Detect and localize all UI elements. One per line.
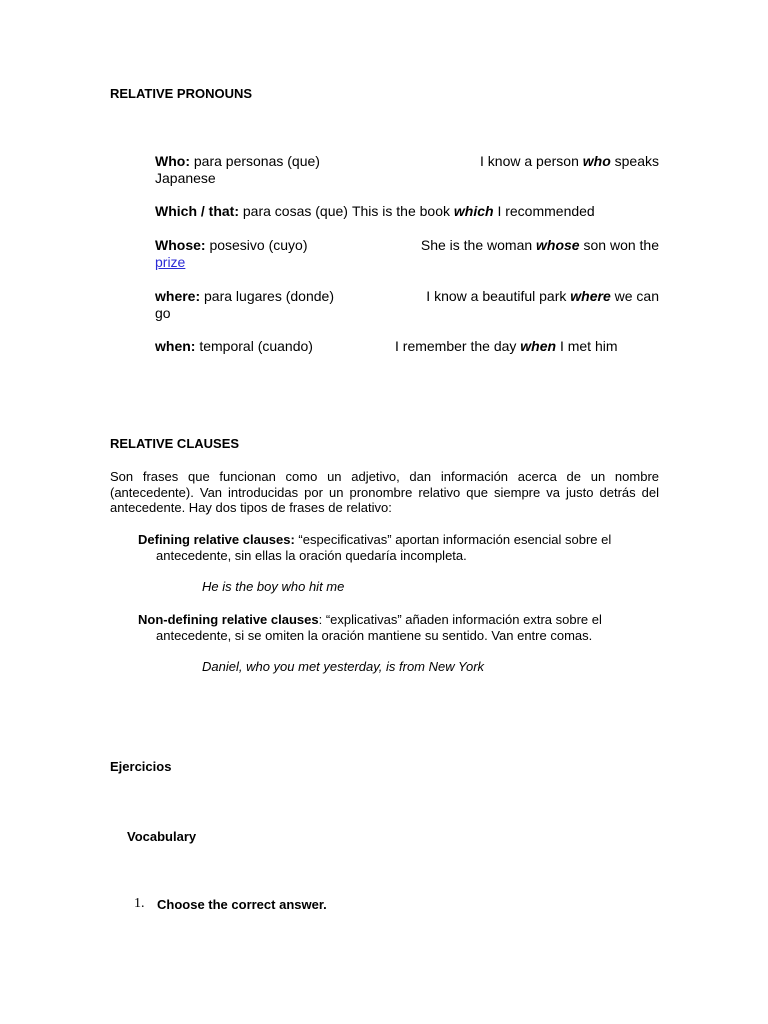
- prize-link[interactable]: prize: [155, 254, 186, 270]
- pronoun-wrap: go: [155, 305, 171, 321]
- pronoun-term: Whose:: [155, 237, 206, 253]
- pronoun-which: [155, 203, 659, 220]
- pronoun-desc: posesivo (cuyo): [209, 237, 308, 253]
- intro-paragraph: Son frases que funcionan como un adjetivo, dan información acerca de un nombre (antecedente). Van introducidas por un pronombre relativo que siempre va justo detrás del antecedente. Hay dos tipos de frases de relativo:: [110, 469, 659, 515]
- example-keyword: where: [570, 288, 611, 304]
- pronoun-term: Which / that:: [155, 203, 239, 219]
- defining-clauses: [138, 532, 659, 563]
- section-title-clauses: RELATIVE CLAUSES: [110, 436, 240, 451]
- example-keyword: which: [453, 203, 494, 219]
- pronoun-desc: temporal (cuando): [199, 338, 313, 354]
- example-keyword: whose: [536, 237, 580, 253]
- defining-example: He is the boy who hit me: [202, 579, 345, 594]
- exercise-number: 1.: [134, 896, 145, 911]
- ejercicios-heading: Ejercicios: [110, 759, 172, 774]
- pronoun-example: [352, 203, 595, 220]
- section-title-pronouns: RELATIVE PRONOUNS: [110, 86, 253, 101]
- example-text: I remember the day: [395, 338, 521, 354]
- nondefining-clauses: [138, 612, 659, 643]
- vocabulary-heading: Vocabulary: [127, 829, 197, 844]
- pronoun-desc: para cosas (que): [242, 203, 348, 219]
- example-text: I know a person: [480, 153, 583, 169]
- example-text: This is the book: [351, 203, 454, 219]
- pronoun-desc: para personas (que): [193, 153, 320, 169]
- example-text: I recommended: [493, 203, 595, 219]
- example-text: She is the woman: [420, 237, 537, 253]
- pronoun-term: where:: [155, 288, 201, 304]
- pronoun-wrap: Japanese: [155, 170, 216, 186]
- example-text: speaks: [610, 153, 659, 169]
- pronoun-example: [421, 237, 659, 254]
- pronoun-term: when:: [155, 338, 196, 354]
- defining-line2: antecedente, sin ellas la oración quedaría incompleta.: [156, 547, 467, 563]
- example-text: I met him: [556, 338, 618, 354]
- pronoun-whose: [155, 237, 659, 271]
- example-text: we can: [610, 288, 659, 304]
- pronoun-when: [155, 338, 659, 355]
- nondefining-line1: : “explicativas” añaden información extra sobre el: [318, 612, 602, 627]
- pronoun-example: [395, 338, 618, 355]
- pronoun-example: [480, 153, 659, 170]
- pronoun-term: Who:: [155, 153, 190, 169]
- example-text: I know a beautiful park: [426, 288, 571, 304]
- example-keyword: when: [520, 338, 557, 354]
- defining-line1: “especificativas” aportan información esencial sobre el: [294, 532, 612, 547]
- exercise-instruction: Choose the correct answer.: [157, 897, 327, 912]
- defining-term: Defining relative clauses:: [138, 532, 295, 547]
- example-keyword: who: [582, 153, 611, 169]
- pronoun-example: [426, 288, 659, 305]
- pronoun-desc: para lugares (donde): [204, 288, 334, 304]
- nondefining-example: Daniel, who you met yesterday, is from New York: [202, 659, 485, 674]
- nondefining-term: Non-defining relative clauses: [138, 612, 319, 627]
- pronoun-where: [155, 288, 659, 322]
- nondefining-line2: antecedente, si se omiten la oración mantiene su sentido. Van entre comas.: [156, 627, 593, 643]
- pronoun-who: [155, 153, 659, 187]
- example-text: son won the: [579, 237, 659, 253]
